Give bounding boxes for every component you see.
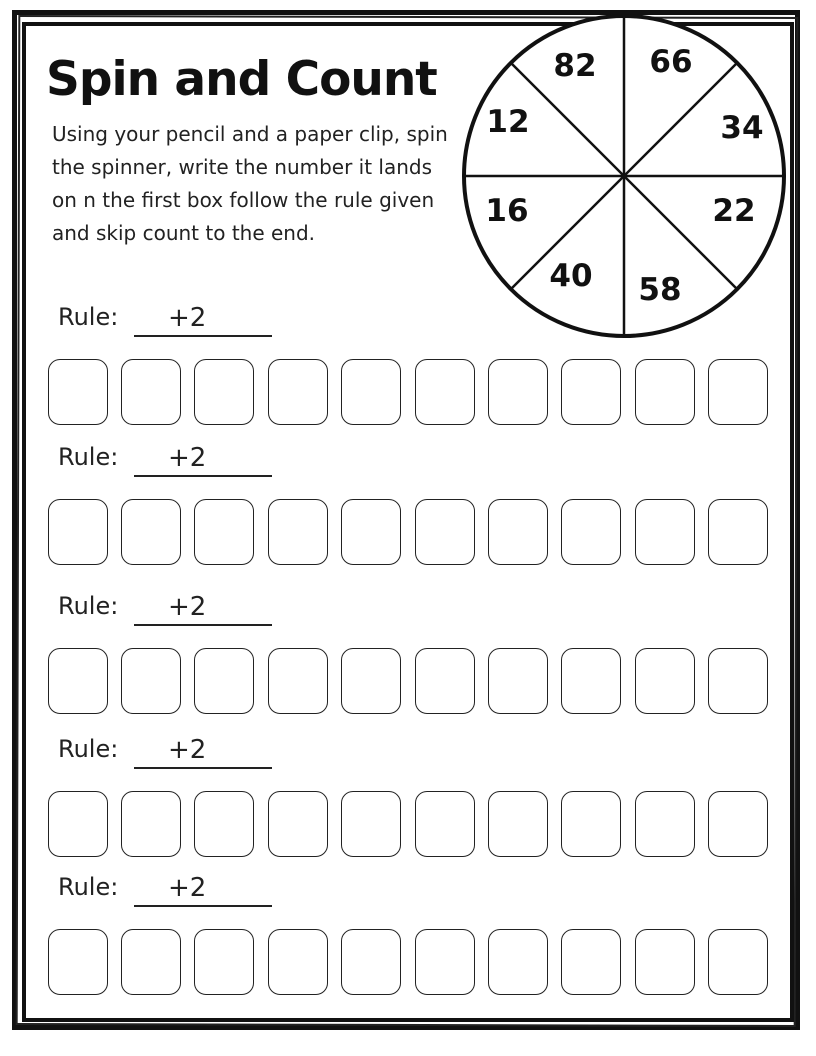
answer-box[interactable] [708, 499, 768, 565]
answer-row-1 [48, 359, 770, 427]
rule-underline [134, 475, 272, 477]
answer-row-2 [48, 499, 770, 567]
rule-underline [134, 767, 272, 769]
answer-box[interactable] [635, 359, 695, 425]
answer-box[interactable] [708, 648, 768, 714]
rule-value: +2 [168, 873, 207, 903]
spinner-number: 12 [486, 104, 530, 140]
answer-box[interactable] [341, 359, 401, 425]
answer-box[interactable] [194, 499, 254, 565]
spinner-number: 66 [649, 44, 693, 80]
answer-box[interactable] [48, 791, 108, 857]
rule-label: Rule: [58, 592, 119, 620]
rule-label: Rule: [58, 443, 119, 471]
rule-value: +2 [168, 443, 207, 473]
answer-box[interactable] [341, 499, 401, 565]
answer-box[interactable] [121, 648, 181, 714]
spinner-number: 40 [549, 258, 593, 294]
rule-value: +2 [168, 303, 207, 333]
answer-box[interactable] [708, 359, 768, 425]
answer-box[interactable] [635, 929, 695, 995]
rule-label: Rule: [58, 735, 119, 763]
rule-label: Rule: [58, 303, 119, 331]
answer-box[interactable] [415, 929, 475, 995]
answer-row-5 [48, 929, 770, 997]
answer-box[interactable] [121, 499, 181, 565]
answer-box[interactable] [121, 791, 181, 857]
answer-box[interactable] [488, 929, 548, 995]
answer-box[interactable] [708, 791, 768, 857]
rule-underline [134, 624, 272, 626]
answer-box[interactable] [268, 929, 328, 995]
answer-box[interactable] [561, 791, 621, 857]
answer-box[interactable] [488, 648, 548, 714]
answer-box[interactable] [48, 929, 108, 995]
answer-box[interactable] [635, 791, 695, 857]
worksheet-title: Spin and Count [46, 52, 437, 107]
spinner-number: 22 [712, 193, 756, 229]
rule-value: +2 [168, 735, 207, 765]
instructions-text: Using your pencil and a paper clip, spin the spinner, write the number it lands on n the first box follow the rule given and skip count to the end. [52, 122, 448, 245]
answer-box[interactable] [488, 499, 548, 565]
answer-box[interactable] [268, 359, 328, 425]
rule-label: Rule: [58, 873, 119, 901]
answer-box[interactable] [561, 929, 621, 995]
rule-underline [134, 905, 272, 907]
answer-box[interactable] [121, 359, 181, 425]
answer-row-3 [48, 648, 770, 716]
answer-box[interactable] [415, 648, 475, 714]
answer-box[interactable] [341, 791, 401, 857]
answer-box[interactable] [268, 791, 328, 857]
answer-box[interactable] [708, 929, 768, 995]
answer-box[interactable] [415, 791, 475, 857]
answer-box[interactable] [268, 499, 328, 565]
rule-underline [134, 335, 272, 337]
answer-box[interactable] [415, 359, 475, 425]
spinner-number: 82 [553, 48, 597, 84]
number-spinner[interactable] [458, 10, 790, 342]
answer-box[interactable] [561, 648, 621, 714]
answer-box[interactable] [488, 359, 548, 425]
answer-box[interactable] [341, 929, 401, 995]
rule-value: +2 [168, 592, 207, 622]
answer-box[interactable] [561, 499, 621, 565]
answer-box[interactable] [121, 929, 181, 995]
answer-box[interactable] [635, 648, 695, 714]
answer-row-4 [48, 791, 770, 859]
answer-box[interactable] [341, 648, 401, 714]
spinner-number: 16 [485, 193, 529, 229]
answer-box[interactable] [48, 359, 108, 425]
answer-box[interactable] [194, 648, 254, 714]
answer-box[interactable] [194, 929, 254, 995]
answer-box[interactable] [194, 791, 254, 857]
answer-box[interactable] [488, 791, 548, 857]
answer-box[interactable] [561, 359, 621, 425]
answer-box[interactable] [194, 359, 254, 425]
spinner-number: 34 [720, 110, 764, 146]
spinner-number: 58 [638, 272, 682, 308]
answer-box[interactable] [48, 499, 108, 565]
answer-box[interactable] [268, 648, 328, 714]
answer-box[interactable] [415, 499, 475, 565]
answer-box[interactable] [635, 499, 695, 565]
answer-box[interactable] [48, 648, 108, 714]
